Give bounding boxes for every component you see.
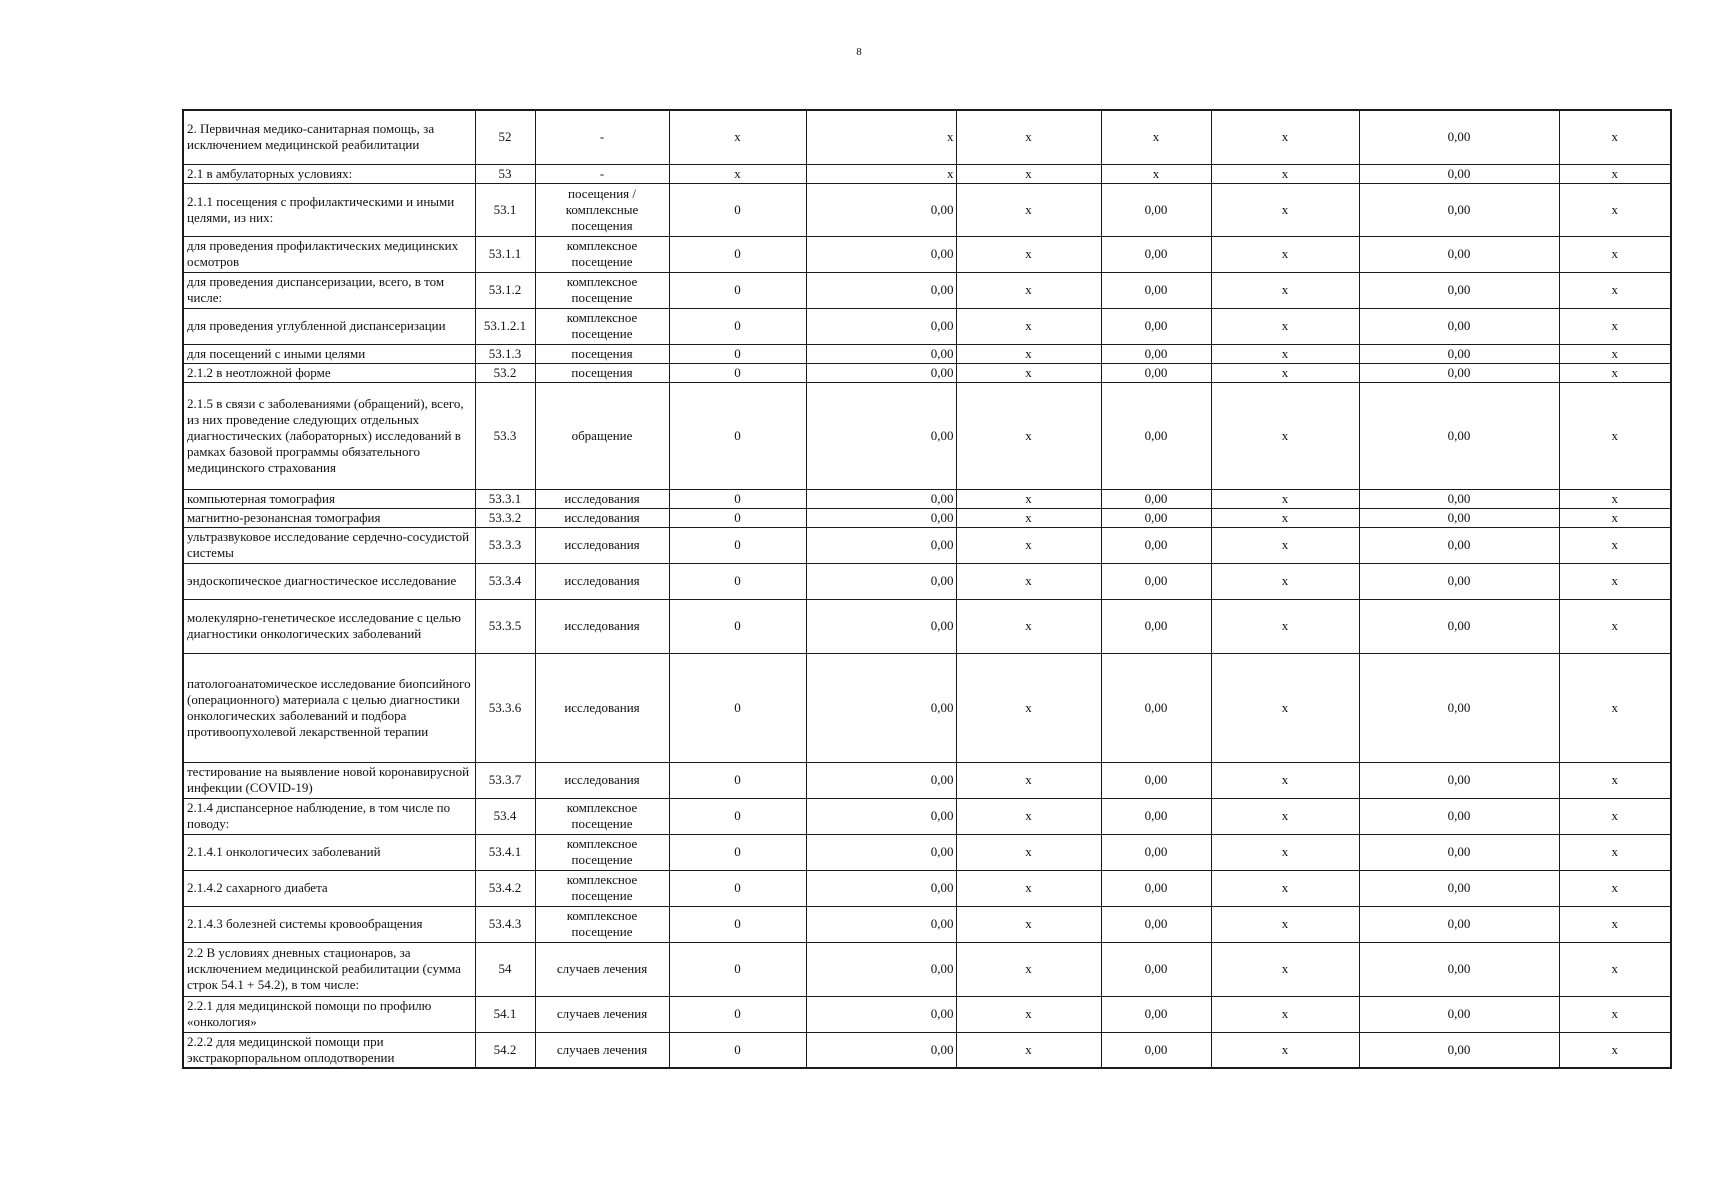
row-col6-cell: х bbox=[956, 906, 1101, 942]
row-col9-cell: 0,00 bbox=[1359, 272, 1559, 308]
row-col4-cell: 0 bbox=[669, 236, 806, 272]
row-col8-cell: х bbox=[1211, 236, 1359, 272]
row-unit-cell: посещения bbox=[535, 363, 669, 382]
row-col7-cell: 0,00 bbox=[1101, 834, 1211, 870]
row-code-cell: 53.3 bbox=[475, 382, 535, 489]
row-col9-cell: 0,00 bbox=[1359, 236, 1559, 272]
row-name-cell: молекулярно-генетическое исследование с целью диагностики онкологических заболеваний bbox=[183, 599, 475, 653]
row-col7-cell: 0,00 bbox=[1101, 1032, 1211, 1068]
row-col6-cell: х bbox=[956, 1032, 1101, 1068]
row-col6-cell: х bbox=[956, 996, 1101, 1032]
row-col5-cell: 0,00 bbox=[806, 599, 956, 653]
row-unit-cell: случаев лечения bbox=[535, 942, 669, 996]
row-unit-cell: комплексное посещение bbox=[535, 236, 669, 272]
row-unit-cell: исследования bbox=[535, 563, 669, 599]
row-col9-cell: 0,00 bbox=[1359, 762, 1559, 798]
row-col4-cell: 0 bbox=[669, 762, 806, 798]
row-col6-cell: х bbox=[956, 344, 1101, 363]
row-col7-cell: х bbox=[1101, 110, 1211, 164]
row-col6-cell: х bbox=[956, 272, 1101, 308]
row-col7-cell: 0,00 bbox=[1101, 272, 1211, 308]
row-col7-cell: 0,00 bbox=[1101, 527, 1211, 563]
row-col9-cell: 0,00 bbox=[1359, 942, 1559, 996]
row-col4-cell: 0 bbox=[669, 834, 806, 870]
row-name-cell: для проведения диспансеризации, всего, в том числе: bbox=[183, 272, 475, 308]
row-col4-cell: 0 bbox=[669, 1032, 806, 1068]
row-name-cell: для посещений с иными целями bbox=[183, 344, 475, 363]
page-number: 8 bbox=[856, 46, 862, 58]
row-col6-cell: х bbox=[956, 834, 1101, 870]
row-col4-cell: 0 bbox=[669, 996, 806, 1032]
row-col10-cell: х bbox=[1559, 762, 1671, 798]
row-col9-cell: 0,00 bbox=[1359, 110, 1559, 164]
row-col4-cell: 0 bbox=[669, 653, 806, 762]
row-col4-cell: 0 bbox=[669, 563, 806, 599]
row-col8-cell: х bbox=[1211, 489, 1359, 508]
row-code-cell: 53.4.2 bbox=[475, 870, 535, 906]
row-code-cell: 53.3.3 bbox=[475, 527, 535, 563]
row-col7-cell: 0,00 bbox=[1101, 563, 1211, 599]
row-col5-cell: 0,00 bbox=[806, 272, 956, 308]
row-code-cell: 53.1.3 bbox=[475, 344, 535, 363]
row-unit-cell: - bbox=[535, 164, 669, 183]
row-code-cell: 53.2 bbox=[475, 363, 535, 382]
row-code-cell: 53.3.2 bbox=[475, 508, 535, 527]
row-col8-cell: х bbox=[1211, 272, 1359, 308]
row-col8-cell: х bbox=[1211, 762, 1359, 798]
row-code-cell: 53.4 bbox=[475, 798, 535, 834]
row-col6-cell: х bbox=[956, 183, 1101, 236]
row-col5-cell: 0,00 bbox=[806, 762, 956, 798]
row-col10-cell: х bbox=[1559, 599, 1671, 653]
row-col8-cell: х bbox=[1211, 563, 1359, 599]
row-col10-cell: х bbox=[1559, 363, 1671, 382]
row-col4-cell: 0 bbox=[669, 272, 806, 308]
table-row bbox=[183, 489, 1671, 508]
row-col9-cell: 0,00 bbox=[1359, 653, 1559, 762]
row-col5-cell: 0,00 bbox=[806, 653, 956, 762]
row-col7-cell: 0,00 bbox=[1101, 870, 1211, 906]
row-col9-cell: 0,00 bbox=[1359, 996, 1559, 1032]
row-col10-cell: х bbox=[1559, 344, 1671, 363]
row-col9-cell: 0,00 bbox=[1359, 183, 1559, 236]
row-col9-cell: 0,00 bbox=[1359, 599, 1559, 653]
row-col10-cell: х bbox=[1559, 527, 1671, 563]
row-col8-cell: х bbox=[1211, 527, 1359, 563]
table-row bbox=[183, 834, 1671, 870]
row-name-cell: 2.1.4.2 сахарного диабета bbox=[183, 870, 475, 906]
row-name-cell: магнитно-резонансная томография bbox=[183, 508, 475, 527]
row-col8-cell: х bbox=[1211, 653, 1359, 762]
row-col9-cell: 0,00 bbox=[1359, 363, 1559, 382]
row-col7-cell: 0,00 bbox=[1101, 236, 1211, 272]
row-name-cell: 2.1.5 в связи с заболеваниями (обращений), всего, из них проведение следующих отдельных диагностических (лабораторных) исследований в рамках базовой программы обязательного медицинского страхования bbox=[183, 382, 475, 489]
row-name-cell: 2.1.2 в неотложной форме bbox=[183, 363, 475, 382]
row-col5-cell: 0,00 bbox=[806, 236, 956, 272]
row-col10-cell: х bbox=[1559, 1032, 1671, 1068]
row-col5-cell: 0,00 bbox=[806, 344, 956, 363]
row-name-cell: 2. Первичная медико-санитарная помощь, за исключением медицинской реабилитации bbox=[183, 110, 475, 164]
row-name-cell: 2.1 в амбулаторных условиях: bbox=[183, 164, 475, 183]
table-row bbox=[183, 363, 1671, 382]
table-row bbox=[183, 798, 1671, 834]
row-code-cell: 53.3.5 bbox=[475, 599, 535, 653]
row-col8-cell: х bbox=[1211, 996, 1359, 1032]
row-unit-cell: случаев лечения bbox=[535, 1032, 669, 1068]
table-row bbox=[183, 272, 1671, 308]
row-code-cell: 53.3.1 bbox=[475, 489, 535, 508]
table-row bbox=[183, 942, 1671, 996]
row-col8-cell: х bbox=[1211, 798, 1359, 834]
table-row bbox=[183, 236, 1671, 272]
row-col7-cell: 0,00 bbox=[1101, 996, 1211, 1032]
row-col8-cell: х bbox=[1211, 344, 1359, 363]
row-col4-cell: х bbox=[669, 164, 806, 183]
row-unit-cell: исследования bbox=[535, 527, 669, 563]
row-col5-cell: 0,00 bbox=[806, 942, 956, 996]
row-col8-cell: х bbox=[1211, 906, 1359, 942]
table-row bbox=[183, 183, 1671, 236]
row-col7-cell: х bbox=[1101, 164, 1211, 183]
row-col5-cell: 0,00 bbox=[806, 489, 956, 508]
row-name-cell: 2.1.4 диспансерное наблюдение, в том числе по поводу: bbox=[183, 798, 475, 834]
row-col7-cell: 0,00 bbox=[1101, 798, 1211, 834]
row-col8-cell: х bbox=[1211, 164, 1359, 183]
row-col6-cell: х bbox=[956, 382, 1101, 489]
row-code-cell: 54 bbox=[475, 942, 535, 996]
row-col5-cell: х bbox=[806, 164, 956, 183]
row-col5-cell: 0,00 bbox=[806, 363, 956, 382]
row-col5-cell: 0,00 bbox=[806, 870, 956, 906]
row-col6-cell: х bbox=[956, 527, 1101, 563]
row-col7-cell: 0,00 bbox=[1101, 599, 1211, 653]
row-col9-cell: 0,00 bbox=[1359, 798, 1559, 834]
row-code-cell: 53 bbox=[475, 164, 535, 183]
row-col4-cell: 0 bbox=[669, 344, 806, 363]
table-row bbox=[183, 527, 1671, 563]
row-col4-cell: 0 bbox=[669, 599, 806, 653]
row-col6-cell: х bbox=[956, 942, 1101, 996]
row-col10-cell: х bbox=[1559, 183, 1671, 236]
row-unit-cell: исследования bbox=[535, 762, 669, 798]
row-col8-cell: х bbox=[1211, 1032, 1359, 1068]
row-col6-cell: х bbox=[956, 599, 1101, 653]
row-unit-cell: комплексное посещение bbox=[535, 834, 669, 870]
row-col7-cell: 0,00 bbox=[1101, 653, 1211, 762]
row-unit-cell: комплексное посещение bbox=[535, 798, 669, 834]
row-col4-cell: 0 bbox=[669, 363, 806, 382]
row-col8-cell: х bbox=[1211, 183, 1359, 236]
row-name-cell: компьютерная томография bbox=[183, 489, 475, 508]
row-name-cell: для проведения углубленной диспансеризации bbox=[183, 308, 475, 344]
row-code-cell: 54.2 bbox=[475, 1032, 535, 1068]
row-col4-cell: 0 bbox=[669, 308, 806, 344]
row-col10-cell: х bbox=[1559, 164, 1671, 183]
table-row bbox=[183, 870, 1671, 906]
row-col6-cell: х bbox=[956, 798, 1101, 834]
row-col9-cell: 0,00 bbox=[1359, 870, 1559, 906]
row-name-cell: 2.1.4.1 онкологичесих заболеваний bbox=[183, 834, 475, 870]
row-col10-cell: х bbox=[1559, 382, 1671, 489]
row-code-cell: 53.3.6 bbox=[475, 653, 535, 762]
row-col9-cell: 0,00 bbox=[1359, 382, 1559, 489]
row-col8-cell: х bbox=[1211, 834, 1359, 870]
table-row bbox=[183, 653, 1671, 762]
row-col8-cell: х bbox=[1211, 110, 1359, 164]
row-col7-cell: 0,00 bbox=[1101, 762, 1211, 798]
table-row bbox=[183, 996, 1671, 1032]
row-col6-cell: х bbox=[956, 110, 1101, 164]
table-row bbox=[183, 308, 1671, 344]
row-col6-cell: х bbox=[956, 363, 1101, 382]
row-code-cell: 53.4.3 bbox=[475, 906, 535, 942]
row-col5-cell: х bbox=[806, 110, 956, 164]
row-name-cell: 2.1.4.3 болезней системы кровообращения bbox=[183, 906, 475, 942]
row-col10-cell: х bbox=[1559, 834, 1671, 870]
row-col10-cell: х bbox=[1559, 653, 1671, 762]
row-col10-cell: х bbox=[1559, 236, 1671, 272]
row-col7-cell: 0,00 bbox=[1101, 906, 1211, 942]
row-name-cell: 2.1.1 посещения с профилактическими и иными целями, из них: bbox=[183, 183, 475, 236]
row-col8-cell: х bbox=[1211, 508, 1359, 527]
row-col8-cell: х bbox=[1211, 599, 1359, 653]
row-col4-cell: 0 bbox=[669, 382, 806, 489]
table-row bbox=[183, 762, 1671, 798]
row-col8-cell: х bbox=[1211, 308, 1359, 344]
row-col10-cell: х bbox=[1559, 942, 1671, 996]
row-col5-cell: 0,00 bbox=[806, 527, 956, 563]
row-code-cell: 53.3.7 bbox=[475, 762, 535, 798]
row-col5-cell: 0,00 bbox=[806, 508, 956, 527]
row-name-cell: патологоанатомическое исследование биопсийного (операционного) материала с целью диагностики онкологических заболеваний и подбора противоопухолевой лекарственной терапии bbox=[183, 653, 475, 762]
row-col9-cell: 0,00 bbox=[1359, 164, 1559, 183]
medical-care-table bbox=[182, 109, 1672, 1069]
table-row bbox=[183, 382, 1671, 489]
row-unit-cell: комплексное посещение bbox=[535, 272, 669, 308]
row-code-cell: 53.1.2 bbox=[475, 272, 535, 308]
table-row bbox=[183, 906, 1671, 942]
row-col7-cell: 0,00 bbox=[1101, 489, 1211, 508]
row-col4-cell: х bbox=[669, 110, 806, 164]
row-col5-cell: 0,00 bbox=[806, 563, 956, 599]
row-name-cell: для проведения профилактических медицинских осмотров bbox=[183, 236, 475, 272]
row-col4-cell: 0 bbox=[669, 870, 806, 906]
row-col4-cell: 0 bbox=[669, 798, 806, 834]
row-col6-cell: х bbox=[956, 489, 1101, 508]
row-code-cell: 54.1 bbox=[475, 996, 535, 1032]
row-name-cell: 2.2.2 для медицинской помощи при экстракорпоральном оплодотворении bbox=[183, 1032, 475, 1068]
row-col4-cell: 0 bbox=[669, 183, 806, 236]
row-col9-cell: 0,00 bbox=[1359, 906, 1559, 942]
row-col9-cell: 0,00 bbox=[1359, 563, 1559, 599]
row-col5-cell: 0,00 bbox=[806, 308, 956, 344]
row-col10-cell: х bbox=[1559, 508, 1671, 527]
row-col10-cell: х bbox=[1559, 110, 1671, 164]
row-col9-cell: 0,00 bbox=[1359, 308, 1559, 344]
row-col7-cell: 0,00 bbox=[1101, 382, 1211, 489]
row-col9-cell: 0,00 bbox=[1359, 344, 1559, 363]
row-col7-cell: 0,00 bbox=[1101, 344, 1211, 363]
row-col4-cell: 0 bbox=[669, 942, 806, 996]
row-name-cell: 2.2.1 для медицинской помощи по профилю «онкология» bbox=[183, 996, 475, 1032]
row-col5-cell: 0,00 bbox=[806, 183, 956, 236]
row-col10-cell: х bbox=[1559, 563, 1671, 599]
row-col8-cell: х bbox=[1211, 942, 1359, 996]
row-code-cell: 53.1.1 bbox=[475, 236, 535, 272]
row-col9-cell: 0,00 bbox=[1359, 527, 1559, 563]
row-code-cell: 53.1.2.1 bbox=[475, 308, 535, 344]
row-name-cell: эндоскопическое диагностическое исследование bbox=[183, 563, 475, 599]
row-unit-cell: исследования bbox=[535, 653, 669, 762]
row-unit-cell: комплексное посещение bbox=[535, 906, 669, 942]
row-col4-cell: 0 bbox=[669, 489, 806, 508]
row-col9-cell: 0,00 bbox=[1359, 834, 1559, 870]
row-unit-cell: - bbox=[535, 110, 669, 164]
row-col5-cell: 0,00 bbox=[806, 996, 956, 1032]
row-unit-cell: комплексное посещение bbox=[535, 308, 669, 344]
table-row bbox=[183, 508, 1671, 527]
row-col6-cell: х bbox=[956, 762, 1101, 798]
row-col4-cell: 0 bbox=[669, 906, 806, 942]
row-col7-cell: 0,00 bbox=[1101, 942, 1211, 996]
table-row bbox=[183, 599, 1671, 653]
row-name-cell: ультразвуковое исследование сердечно-сосудистой системы bbox=[183, 527, 475, 563]
row-col4-cell: 0 bbox=[669, 527, 806, 563]
table-row bbox=[183, 563, 1671, 599]
row-unit-cell: посещения / комплексные посещения bbox=[535, 183, 669, 236]
row-col6-cell: х bbox=[956, 236, 1101, 272]
row-col5-cell: 0,00 bbox=[806, 1032, 956, 1068]
row-col6-cell: х bbox=[956, 308, 1101, 344]
row-unit-cell: исследования bbox=[535, 489, 669, 508]
row-col10-cell: х bbox=[1559, 798, 1671, 834]
row-col4-cell: 0 bbox=[669, 508, 806, 527]
row-unit-cell: комплексное посещение bbox=[535, 870, 669, 906]
row-col5-cell: 0,00 bbox=[806, 906, 956, 942]
table-row bbox=[183, 110, 1671, 164]
row-code-cell: 53.3.4 bbox=[475, 563, 535, 599]
row-col8-cell: х bbox=[1211, 382, 1359, 489]
row-col10-cell: х bbox=[1559, 489, 1671, 508]
row-unit-cell: обращение bbox=[535, 382, 669, 489]
row-col6-cell: х bbox=[956, 563, 1101, 599]
row-col7-cell: 0,00 bbox=[1101, 308, 1211, 344]
row-col5-cell: 0,00 bbox=[806, 382, 956, 489]
row-code-cell: 52 bbox=[475, 110, 535, 164]
row-unit-cell: случаев лечения bbox=[535, 996, 669, 1032]
row-col6-cell: х bbox=[956, 653, 1101, 762]
row-col10-cell: х bbox=[1559, 272, 1671, 308]
row-col5-cell: 0,00 bbox=[806, 834, 956, 870]
row-col10-cell: х bbox=[1559, 870, 1671, 906]
row-col8-cell: х bbox=[1211, 363, 1359, 382]
row-unit-cell: исследования bbox=[535, 508, 669, 527]
row-code-cell: 53.1 bbox=[475, 183, 535, 236]
table-row bbox=[183, 1032, 1671, 1068]
row-col7-cell: 0,00 bbox=[1101, 183, 1211, 236]
row-name-cell: 2.2 В условиях дневных стационаров, за исключением медицинской реабилитации (сумма строк 54.1 + 54.2), в том числе: bbox=[183, 942, 475, 996]
row-col8-cell: х bbox=[1211, 870, 1359, 906]
row-col9-cell: 0,00 bbox=[1359, 489, 1559, 508]
row-col10-cell: х bbox=[1559, 308, 1671, 344]
table-row bbox=[183, 344, 1671, 363]
row-unit-cell: исследования bbox=[535, 599, 669, 653]
row-col9-cell: 0,00 bbox=[1359, 1032, 1559, 1068]
row-col9-cell: 0,00 bbox=[1359, 508, 1559, 527]
row-col5-cell: 0,00 bbox=[806, 798, 956, 834]
row-col10-cell: х bbox=[1559, 996, 1671, 1032]
row-col6-cell: х bbox=[956, 164, 1101, 183]
row-unit-cell: посещения bbox=[535, 344, 669, 363]
row-col7-cell: 0,00 bbox=[1101, 508, 1211, 527]
row-col10-cell: х bbox=[1559, 906, 1671, 942]
row-col7-cell: 0,00 bbox=[1101, 363, 1211, 382]
row-code-cell: 53.4.1 bbox=[475, 834, 535, 870]
row-col6-cell: х bbox=[956, 870, 1101, 906]
row-name-cell: тестирование на выявление новой коронавирусной инфекции (COVID-19) bbox=[183, 762, 475, 798]
table-row bbox=[183, 164, 1671, 183]
row-col6-cell: х bbox=[956, 508, 1101, 527]
